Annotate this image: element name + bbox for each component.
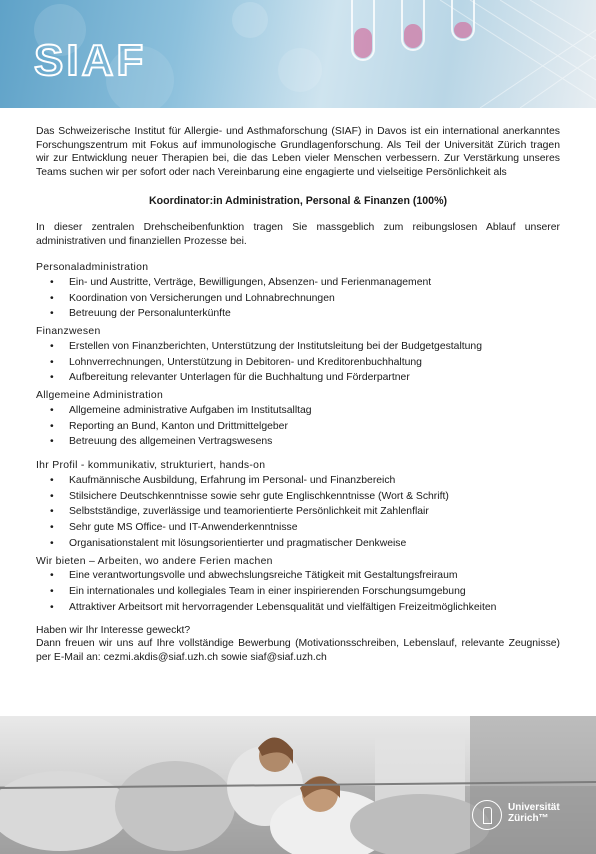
university-name: Universität Zürich™ — [508, 802, 560, 824]
section-allgemeine-administration — [36, 389, 560, 450]
uzh-logo — [472, 800, 582, 836]
list-item: • Selbstständige, zuverlässige und teamorientierte Persönlichkeit mit Zahlenflair — [69, 504, 560, 520]
list-item: • Organisationstalent mit lösungsorientierter und pragmatischer Denkweise — [69, 536, 560, 552]
list-item: • Betreuung der Personalunterkünfte — [69, 306, 560, 322]
list-item: • Allgemeine administrative Aufgaben im Institutsalltag — [69, 403, 560, 419]
section-title: Allgemeine Administration — [36, 390, 164, 402]
list-item: • Attraktiver Arbeitsort mit hervorragender Lebensqualität und vielfältigen Freizeitmöglichkeiten — [69, 600, 560, 616]
list-item: • Sehr gute MS Office- und IT-Anwenderkenntnisse — [69, 520, 560, 536]
section-title: Finanzwesen — [36, 326, 101, 338]
bullet-list — [36, 403, 560, 450]
section-title: Wir bieten – Arbeiten, wo andere Ferien machen — [36, 555, 273, 567]
list-item: • Reporting an Bund, Kanton und Drittmittelgeber — [69, 419, 560, 435]
section-personaladministration — [36, 261, 560, 322]
bullet-list — [36, 275, 560, 322]
closing-block — [36, 624, 560, 665]
bullet-list — [36, 339, 560, 386]
job-title: Koordinator:in Administration, Personal & Finanzen (100%) — [148, 195, 448, 208]
job-posting-body — [36, 125, 560, 664]
closing-text: Dann freuen wir uns auf Ihre vollständige Bewerbung (Motivationsschreiben, Lebenslauf, relevante Zeugnisse) per E-Mail an: cezmi.akdis@siaf.uzh.ch sowie siaf@siaf.uzh.ch — [36, 638, 560, 663]
list-item: • Betreuung des allgemeinen Vertragswesens — [69, 434, 560, 450]
section-wir-bieten — [36, 555, 560, 616]
list-item: • Aufbereitung relevanter Unterlagen für die Buchhaltung und Förderpartner — [69, 370, 560, 386]
section-title: Ihr Profil - kommunikativ, strukturiert, hands-on — [36, 460, 266, 472]
section-finanzwesen — [36, 325, 560, 386]
university-seal-icon — [472, 800, 502, 830]
bullet-list — [36, 568, 560, 615]
siaf-logo: SIAF — [34, 36, 147, 85]
lead-paragraph: In dieser zentralen Drehscheibenfunktion tragen Sie massgeblich zum reibungslosen Ablauf unserer administrativen und finanziellen Prozesse bei. — [36, 221, 560, 247]
bullet-list — [36, 473, 560, 552]
header-banner — [0, 0, 596, 108]
list-item: • Ein- und Austritte, Verträge, Bewilligungen, Absenzen- und Ferienmanagement — [69, 275, 560, 291]
list-item: • Eine verantwortungsvolle und abwechslungsreiche Tätigkeit mit Gestaltungsfreiraum — [69, 568, 560, 584]
list-item: • Koordination von Versicherungen und Lohnabrechnungen — [69, 291, 560, 307]
list-item: • Kaufmännische Ausbildung, Erfahrung im Personal- und Finanzbereich — [69, 473, 560, 489]
closing-question: Haben wir Ihr Interesse geweckt? — [36, 624, 191, 636]
intro-paragraph: Das Schweizerische Institut für Allergie- und Asthmaforschung (SIAF) in Davos ist ein international anerkanntes Forschungszentrum mit Fokus auf immunologische Grundlagenforschung. Als Teil der Universität Zürich tragen wir zur Entwicklung neuer Therapien bei, die das Leben vieler Menschen verbessern. Zur Verstärkung unseres Teams suchen wir per sofort oder nach Vereinbarung eine engagierte und vielseitige Persönlichkeit als — [36, 126, 560, 178]
section-title: Personaladministration — [36, 262, 149, 274]
section-profil — [36, 459, 560, 552]
list-item: • Lohnverrechnungen, Unterstützung in Debitoren- und Kreditorenbuchhaltung — [69, 355, 560, 371]
list-item: • Ein internationales und kollegiales Team in einer inspirierenden Forschungsumgebung — [69, 584, 560, 600]
list-item: • Erstellen von Finanzberichten, Unterstützung der Institutsleitung bei der Budgetgestaltung — [69, 339, 560, 355]
list-item: • Stilsichere Deutschkenntnisse sowie sehr gute Englischkenntnisse (Wort & Schrift) — [69, 489, 560, 505]
